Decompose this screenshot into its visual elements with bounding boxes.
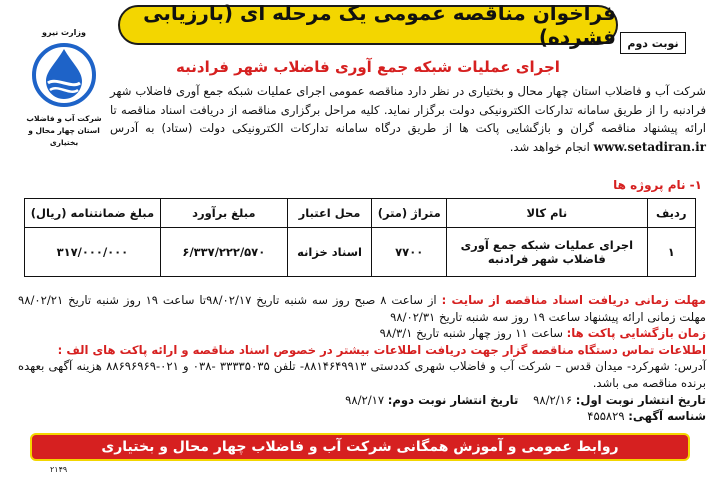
intro-tail: انجام خواهد شد. (509, 139, 590, 154)
col-header-length: متراژ (متر) (372, 199, 447, 228)
table-header-row (25, 199, 696, 228)
table-row (25, 228, 696, 277)
col-header-row: ردیف (647, 199, 695, 228)
cell-row-number: ۱ (647, 228, 695, 277)
ministry-label: وزارت نیرو (42, 28, 86, 37)
print-code: ۲۱۴۹ (50, 465, 68, 474)
pub2-label: تاریخ انتشار نوبت دوم: (387, 392, 519, 407)
cell-estimate: ۶/۳۳۷/۲۲۲/۵۷۰ (160, 228, 287, 277)
pub2-value: ۹۸/۲/۱۷ (345, 392, 385, 407)
col-header-estimate: مبلغ برآورد (160, 199, 287, 228)
projects-heading: ۱- نام پروژه ها (613, 178, 702, 192)
notice-subtitle: اجرای عملیات شبکه جمع آوری فاضلاب شهر فرادنبه (176, 58, 560, 76)
notice-id-label: شناسه آگهی: (628, 409, 706, 424)
document-deadline-heading: مهلت زمانی دریافت اسناد مناقصه از سایت : (441, 293, 706, 307)
col-header-guarantee: مبلغ ضمانتنامه (ریال) (25, 199, 161, 228)
public-relations-banner: روابط عمومی و آموزش همگانی شرکت آب و فاضلاب چهار محال و بختیاری (30, 433, 690, 461)
col-header-name: نام کالا (447, 199, 647, 228)
pub1-label: تاریخ انتشار نوبت اول: (575, 392, 706, 407)
intro-paragraph (110, 82, 706, 156)
contact-heading: اطلاعات تماس دستگاه مناقصه گزار جهت دریافت اطلاعات بیشتر در خصوص اسناد مناقصه و ارائه پاکت های الف : (57, 342, 706, 357)
pub1-value: ۹۸/۲/۱۶ (533, 392, 573, 407)
notice-id-value: ۴۵۵۸۲۹ (587, 409, 625, 424)
logo-caption-line1: شرکت آب و فاضلاب (26, 114, 102, 123)
logo-caption-line2: استان چهار محال و بختیاری (28, 126, 100, 147)
intro-text: شرکت آب و فاضلاب استان چهار محال و بختیاری در نظر دارد مناقصه عمومی اجرای عملیات شبکه جمع آوری فاضلاب شهر فرادنبه را از طریق سامانه تدارکات الکترونیکی دولت برگزار نماید. کلیه مراحل برگزاری مناقصه از دریافت اسناد مناقصه تا ارائه پیشنهاد مناقصه گران و بازگشایی پاکت ها از طریق درگاه سامانه تدارکات الکترونیکی دولت (ستاد) به آدرس (110, 84, 706, 135)
cell-length: ۷۷۰۰ (372, 228, 447, 277)
turn-badge: نوبت دوم (620, 32, 686, 54)
schedule-section (18, 292, 706, 425)
water-drop-logo-icon (26, 39, 102, 109)
cell-item-name: اجرای عملیات شبکه جمع آوری فاضلاب شهر فرادنبه (447, 228, 647, 277)
setad-link[interactable]: www.setadiran.ir (593, 139, 706, 154)
projects-table (24, 198, 696, 277)
opening-time-text: ساعت ۱۱ روز چهار شنبه تاریخ ۹۸/۳/۱ (379, 326, 563, 341)
contact-text: آدرس: شهرکرد- میدان قدس – شرکت آب و فاضلاب شهری کددستی ۸۸۱۴۶۴۹۹۱۳- تلفن ۳۳۳۳۵۰۳۵ -۰۳۸ و ۰۲۱-۸۸۶۹۶۹۶۹ هزینه آگهی بعهده برنده مناقصه می باشد. (18, 359, 706, 390)
opening-time-heading: زمان بازگشایی پاکت ها: (566, 326, 706, 341)
col-header-credit: محل اعتبار (287, 199, 371, 228)
cell-guarantee: ۳۱۷/۰۰۰/۰۰۰ (25, 228, 161, 277)
cell-credit-source: اسناد خزانه (287, 228, 371, 277)
notice-title: فراخوان مناقصه عمومی یک مرحله ای (بارزیابی فشرده) (118, 5, 618, 45)
document-deadline-text: از ساعت ۸ صبح روز سه شنبه تاریخ ۹۸/۰۲/۱۷تا ساعت ۱۹ روز شنبه تاریخ ۹۸/۰۲/۲۱ مهلت زمانی ارائه پیشنهاد ساعت ۱۹ روز سه شنبه تاریخ ۹۸/۰۲/۳۱ (18, 293, 706, 324)
company-logo (14, 28, 114, 147)
